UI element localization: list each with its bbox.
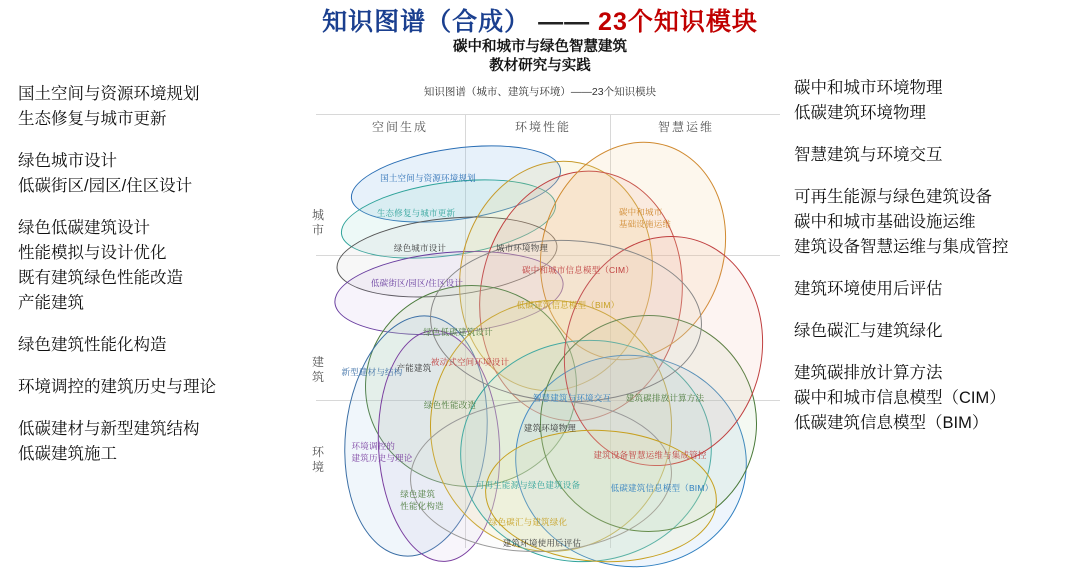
module-group	[18, 333, 308, 358]
module-label: 低碳建筑信息模型（BIM）	[516, 300, 620, 310]
diagram-row-header-3: 环 境	[311, 445, 324, 474]
module-label: 绿色碳汇与建筑绿化	[488, 517, 568, 527]
diagram-row-header-1: 城 市	[311, 208, 324, 237]
module-line: 性能模拟与设计优化	[18, 244, 167, 262]
module-line: 低碳街区/园区/住区设计	[18, 177, 193, 195]
module-label: 绿色城市设计	[393, 243, 447, 253]
module-line: 碳中和城市信息模型（CIM）	[794, 389, 1006, 407]
title-dash: ——	[538, 8, 591, 36]
module-label: 建筑设备智慧运维与集成管控	[593, 450, 707, 460]
module-label: 可再生能源与绿色建筑设备	[475, 480, 581, 490]
module-label: 城市环境物理	[495, 243, 549, 253]
module-label: 低碳街区/园区/住区设计	[370, 278, 464, 288]
module-line: 碳中和城市环境物理	[794, 79, 943, 97]
module-line: 生态修复与城市更新	[18, 110, 167, 128]
module-line: 产能建筑	[18, 294, 84, 312]
module-group	[18, 149, 308, 199]
module-group	[794, 76, 1080, 126]
module-group	[794, 361, 1080, 436]
module-label: 碳中和城市 基础设施运维	[618, 207, 672, 229]
diagram-caption: 知识图谱（城市、建筑与环境）——23个知识模块	[423, 86, 657, 98]
module-line: 绿色碳汇与建筑绿化	[794, 322, 943, 340]
module-line: 低碳建材与新型建筑结构	[18, 420, 200, 438]
module-line: 低碳建筑信息模型（BIM）	[794, 414, 989, 432]
module-label: 绿色性能改造	[423, 400, 477, 410]
module-label: 建筑环境物理	[523, 423, 577, 433]
module-label: 低碳建筑信息模型（BIM）	[610, 483, 714, 493]
module-line: 建筑设备智慧运维与集成管控	[794, 238, 1009, 256]
module-label: 智慧建筑与环境交互	[532, 393, 612, 403]
module-line: 国土空间与资源环境规划	[18, 85, 200, 103]
module-label: 绿色低碳建筑设计	[423, 327, 493, 337]
module-label: 新型建材与结构	[341, 367, 403, 377]
module-label: 建筑碳排放计算方法	[625, 393, 705, 403]
module-group	[18, 216, 308, 316]
diagram-col-header-3: 智慧运维	[658, 120, 715, 134]
module-label: 国土空间与资源环境规划	[380, 173, 476, 183]
module-group	[18, 82, 308, 132]
module-group	[794, 277, 1080, 302]
module-line: 智慧建筑与环境交互	[794, 146, 943, 164]
module-line: 绿色建筑性能化构造	[18, 336, 167, 354]
module-line: 碳中和城市基础设施运维	[794, 213, 976, 231]
module-group	[794, 185, 1080, 260]
right-module-list	[794, 76, 1080, 453]
module-label: 碳中和城市信息模型（CIM）	[522, 265, 634, 275]
diagram-row-header-2: 建 筑	[311, 355, 324, 384]
page-title	[0, 2, 1080, 38]
diagram-col-header-2: 环境性能	[515, 120, 572, 134]
subtitle-line-2: 教材研究与实践	[489, 58, 591, 74]
module-label: 产能建筑	[396, 363, 432, 373]
title-main: 知识图谱（合成）	[322, 8, 531, 36]
module-group	[18, 375, 308, 400]
grid-line-top	[316, 114, 780, 115]
diagram-col-header-1: 空间生成	[372, 120, 429, 134]
subtitle	[0, 38, 1080, 76]
module-line: 低碳建筑环境物理	[794, 104, 926, 122]
knowledge-graph-diagram	[310, 100, 780, 550]
title-count: 23个知识模块	[598, 8, 758, 36]
module-line: 建筑碳排放计算方法	[794, 364, 943, 382]
subtitle-line-1: 碳中和城市与绿色智慧建筑	[453, 39, 627, 55]
module-line: 可再生能源与绿色建筑设备	[794, 188, 992, 206]
module-line: 环境调控的建筑历史与理论	[18, 378, 216, 396]
module-line: 建筑环境使用后评估	[794, 280, 943, 298]
module-line: 低碳建筑施工	[18, 445, 117, 463]
left-module-list	[18, 82, 308, 484]
module-group	[18, 417, 308, 467]
module-label: 生态修复与城市更新	[376, 208, 456, 218]
module-label: 被动式空间环境设计	[430, 357, 510, 367]
module-line: 绿色低碳建筑设计	[18, 219, 150, 237]
module-group	[794, 143, 1080, 168]
module-label: 环境调控的 建筑历史与理论	[351, 441, 413, 463]
module-line: 绿色城市设计	[18, 152, 117, 170]
module-line: 既有建筑绿色性能改造	[18, 269, 183, 287]
module-label: 绿色建筑 性能化构造	[400, 489, 444, 511]
module-label: 建筑环境使用后评估	[502, 538, 582, 548]
module-group	[794, 319, 1080, 344]
